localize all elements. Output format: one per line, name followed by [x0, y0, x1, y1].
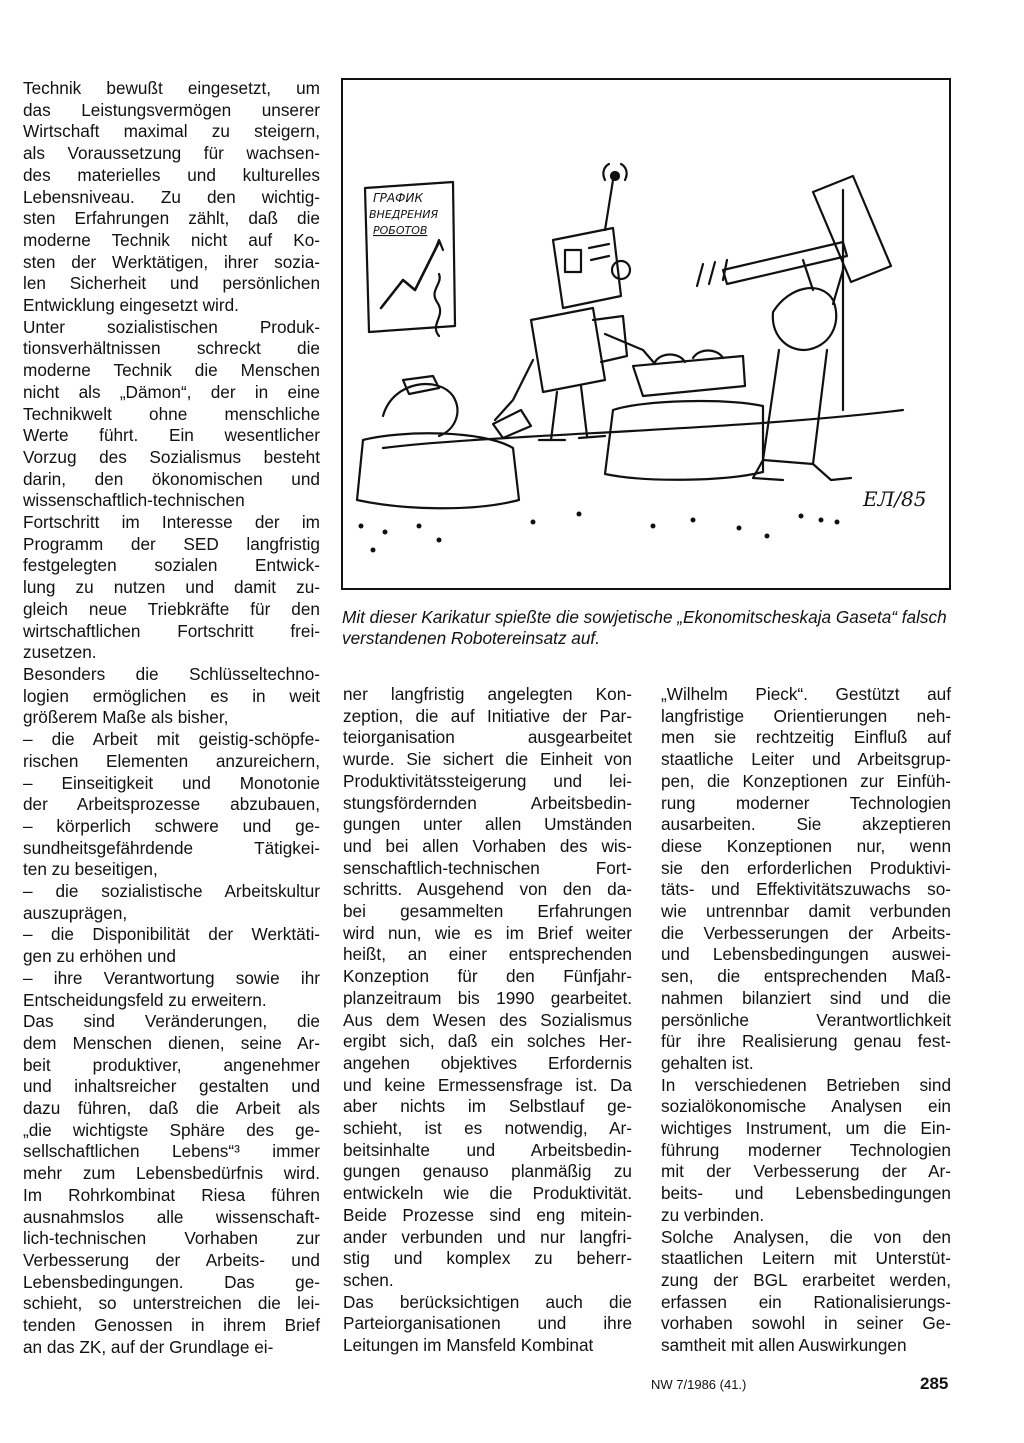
text-line: Unter sozialistischen Produk- [23, 316, 320, 337]
text-line: beitsinhalte und Arbeitsbedin- [343, 1139, 632, 1160]
wall-chart [365, 182, 455, 332]
text-line: wird nun, wie es im Brief weiter [343, 922, 632, 943]
text-line: dem Menschen dienen, seine Ar- [23, 1032, 320, 1053]
text-line: beit produktiver, angenehmer [23, 1054, 320, 1075]
text-line: größerem Maße als bisher, [23, 707, 229, 728]
text-line: Werte führt. Ein wesentlicher [23, 425, 320, 446]
text-line: Das berücksichtigen auch die [343, 1291, 632, 1312]
text-line: Beide Prozesse sind eng mitein- [343, 1204, 632, 1225]
text-line: schritts. Ausgehend von den da- [343, 879, 632, 900]
text-line: Entscheidungsfeld zu erweitern. [23, 989, 267, 1010]
seated-figure [357, 274, 531, 508]
text-line: ander verbunden und nur langfri- [343, 1226, 632, 1247]
text-line: darin, den ökonomischen und [23, 468, 320, 489]
text-line: tionsverhältnissen schreckt die [23, 338, 320, 359]
text-line: vorhaben sowohl in seiner Ge- [661, 1313, 951, 1334]
text-line: ten zu beseitigen, [23, 859, 158, 880]
text-line: Leitungen im Mansfeld Kombinat [343, 1335, 594, 1356]
text-line: – die Disponibilität der Werktäti- [23, 924, 320, 945]
text-line: lich-technischen Vorhaben zur [23, 1228, 320, 1249]
text-line: dazu führen, daß die Arbeit als [23, 1098, 320, 1119]
text-column-left [23, 78, 320, 1358]
text-line: teiorganisation ausgearbeitet [343, 727, 632, 748]
text-line: langfristige Orientierungen neh- [661, 705, 951, 726]
text-line: staatliche Leiter und Arbeitsgrup- [661, 749, 951, 770]
text-line: wie untrennbar damit verbunden [661, 901, 951, 922]
text-line: mit der Verbesserung der Ar- [661, 1161, 951, 1182]
text-line: Das sind Veränderungen, die [23, 1011, 320, 1032]
text-line: len Sicherheit und persönlichen [23, 273, 320, 294]
text-line: für ihre Realisierung genau fest- [661, 1031, 951, 1052]
text-line: Im Rohrkombinat Riesa führen [23, 1184, 320, 1205]
text-line: erfassen ein Rationalisierungs- [661, 1291, 951, 1312]
text-line: zung der BGL erarbeitet werden, [661, 1269, 951, 1290]
text-line: zusetzen. [23, 642, 97, 663]
text-line: entwickeln wie die Produktivität. [343, 1183, 632, 1204]
text-line: Entwicklung eingesetzt wird. [23, 295, 239, 316]
text-line: sellschaftlichen Lebens“³ immer [23, 1141, 320, 1162]
text-line: und inhaltsreicher gestalten und [23, 1076, 320, 1097]
text-line: sie den erforderlichen Produktivi- [661, 857, 951, 878]
figure-caption: Mit dieser Karikatur spießte die sowjetische „Ekonomitscheskaja Gaseta“ falsch verstandenen Robotereinsatz auf. [342, 607, 947, 648]
text-line: logien ermöglichen es in weit [23, 685, 320, 706]
text-line: schen. [343, 1269, 394, 1290]
text-line: ausarbeiten. Sie akzeptieren [661, 814, 951, 835]
chart-sign-line-1: ГРАФИК [373, 191, 423, 205]
text-line: Besonders die Schlüsseltechno- [23, 663, 320, 684]
text-line: bei gesammelten Erfahrungen [343, 901, 632, 922]
text-column-right [661, 684, 951, 1357]
text-line: pen, die Konzeptionen zur Einfüh- [661, 770, 951, 791]
text-line: Programm der SED langfristig [23, 533, 320, 554]
text-line: der Arbeitsprozesse abzubauen, [23, 794, 320, 815]
text-line: gehalten ist. [661, 1052, 754, 1073]
text-line: Technik bewußt eingesetzt, um [23, 78, 320, 98]
text-line: des materielles und kulturelles [23, 164, 320, 185]
text-line: Fortschritt im Interesse der im [23, 512, 320, 533]
text-line: zu verbinden. [661, 1204, 765, 1225]
robot-figure [495, 164, 655, 440]
text-line: – Einseitigkeit und Monotonie [23, 772, 320, 793]
text-line: Vorzug des Sozialismus besteht [23, 446, 320, 467]
text-line: sozialökonomische Analysen ein [661, 1096, 951, 1117]
artist-signature: ЕЛ/85 [863, 487, 927, 511]
text-line: führung moderner Technologien [661, 1139, 951, 1160]
text-line: moderne Technik die Menschen [23, 360, 320, 381]
text-line: „Wilhelm Pieck“. Gestützt auf [661, 684, 951, 704]
text-line: Konzeption für den Fünfjahr- [343, 966, 632, 987]
text-line: gungen unter allen Umständen [343, 814, 632, 835]
text-line: und keine Ermessensfrage ist. Da [343, 1074, 632, 1095]
text-line: rung moderner Technologien [661, 792, 951, 813]
text-line: festgelegten sozialen Entwick- [23, 555, 320, 576]
text-line: moderne Technik nicht auf Ko- [23, 229, 320, 250]
text-line: Aus dem Wesen des Sozialismus [343, 1009, 632, 1030]
text-line: – die sozialistische Arbeitskultur [23, 881, 320, 902]
text-line: wurde. Sie sichert die Einheit von [343, 749, 632, 770]
page-number: 285 [920, 1374, 949, 1393]
text-line: als Voraussetzung für wachsen- [23, 143, 320, 164]
text-line: das Leistungsvermögen unserer [23, 99, 320, 120]
text-line: ausnahmslos alle wissenschaft- [23, 1206, 320, 1227]
text-line: wirtschaftlichen Fortschritt frei- [23, 620, 320, 641]
text-line: auszuprägen, [23, 902, 128, 923]
text-line: an das ZK, auf der Grundlage ei- [23, 1336, 274, 1357]
text-line: senschaftlich-technischen Fort- [343, 857, 632, 878]
text-line: mehr zum Lebensbedürfnis wird. [23, 1163, 320, 1184]
text-line: Solche Analysen, die von den [661, 1226, 951, 1247]
text-line: Verbesserung der Arbeits- und [23, 1249, 320, 1270]
text-line: „die wichtigste Sphäre des ge- [23, 1119, 320, 1140]
text-line: sten der Werktätigen, ihrer sozia- [23, 251, 320, 272]
chart-sign-line-3: РОБОТОВ [373, 224, 428, 237]
text-line: Lebensbedingungen. Das ge- [23, 1271, 320, 1292]
text-line: Technikwelt ohne menschliche [23, 403, 320, 424]
text-line: men sie rechtzeitig Einfluß auf [661, 727, 951, 748]
text-line: wissenschaftlich-technischen [23, 490, 245, 511]
text-line: planzeitraum bis 1990 gearbeitet. [343, 987, 632, 1008]
text-line: diese Konzeptionen nur, wenn [661, 835, 951, 856]
worker-figure [697, 176, 891, 480]
text-line: gleich neue Triebkräfte für den [23, 598, 320, 619]
text-line: wichtiges Instrument, um die Ein- [661, 1118, 951, 1139]
text-line: schieht, ist es notwendig, Ar- [343, 1118, 632, 1139]
chart-sign-line-2: ВНЕДРЕНИЯ [369, 208, 439, 221]
text-line: rischen Elementen anzureichern, [23, 750, 320, 771]
text-line: ner langfristig angelegten Kon- [343, 684, 632, 704]
text-line: persönliche Verantwortlichkeit [661, 1009, 951, 1030]
text-line: gen zu erhöhen und [23, 946, 176, 967]
text-line: – körperlich schwere und ge- [23, 815, 320, 836]
text-line: nicht als „Dämon“, der in eine [23, 381, 320, 402]
text-line: Produktivitätssteigerung und lei- [343, 770, 632, 791]
text-line: lung zu nutzen und damit zu- [23, 577, 320, 598]
text-line: angehen objektives Erfordernis [343, 1052, 632, 1073]
text-line: sten Erfahrungen zählt, daß die [23, 208, 320, 229]
text-line: ergibt sich, daß ein solches Her- [343, 1031, 632, 1052]
text-line: tenden Genossen in ihrem Brief [23, 1315, 320, 1336]
text-column-middle [343, 684, 632, 1357]
text-line: – die Arbeit mit geistig-schöpfe- [23, 729, 320, 750]
text-line: – ihre Verantwortung sowie ihr [23, 967, 320, 988]
text-line: aber nichts im Selbstlauf ge- [343, 1096, 632, 1117]
text-line: und Lebensbedingungen auswei- [661, 944, 951, 965]
cartoon-figure [341, 78, 951, 590]
text-line: beits- und Lebensbedingungen [661, 1183, 951, 1204]
text-line: In verschiedenen Betrieben sind [661, 1074, 951, 1095]
text-line: stungsfördernden Arbeitsbedin- [343, 792, 632, 813]
text-line: staatlichen Leitern mit Unterstüt- [661, 1248, 951, 1269]
text-line: heißt, an einer entsprechenden [343, 944, 632, 965]
text-line: Wirtschaft maximal zu steigern, [23, 121, 320, 142]
text-line: und bei allen Vorhaben des wis- [343, 835, 632, 856]
text-line: sundheitsgefährdende Tätigkei- [23, 837, 320, 858]
floor-line [383, 410, 903, 448]
text-line: samtheit mit allen Auswirkungen [661, 1335, 907, 1356]
text-line: die Verbesserungen der Arbeits- [661, 922, 951, 943]
floor-dots [359, 512, 840, 553]
text-line: gungen genauso planmäßig zu [343, 1161, 632, 1182]
anvil [605, 351, 763, 480]
text-line: Lebensniveau. Zu den wichtig- [23, 186, 320, 207]
text-line: zeption, die auf Initiative der Par- [343, 705, 632, 726]
text-line: stig und komplex zu beherr- [343, 1248, 632, 1269]
text-line: nahmen bilanziert sind und die [661, 987, 951, 1008]
text-line: schieht, so unterstreichen die lei- [23, 1293, 320, 1314]
text-line: täts- und Effektivitätszuwachs so- [661, 879, 951, 900]
issue-folio: NW 7/1986 (41.) [651, 1377, 747, 1392]
text-line: Parteiorganisationen und ihre [343, 1313, 632, 1334]
text-line: sen, die entsprechenden Maß- [661, 966, 951, 987]
